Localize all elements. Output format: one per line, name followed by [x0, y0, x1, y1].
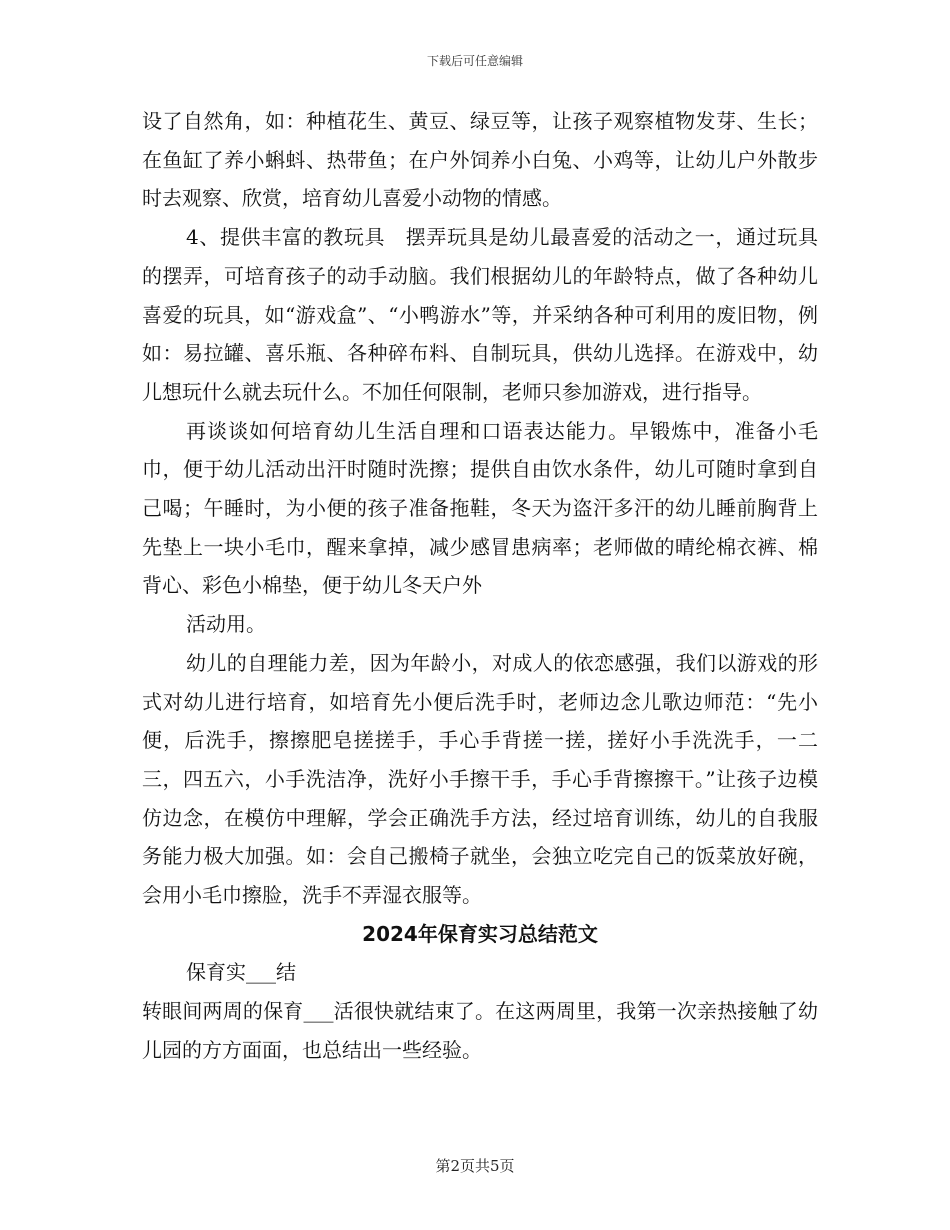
paragraph-intro: 转眼间两周的保育___活很快就结束了。在这两周里，我第一次亲热接触了幼儿园的方方面面，也总结出一些经验。: [142, 999, 818, 1062]
paragraph-self-care: 再谈谈如何培育幼儿生活自理和口语表达能力。早锻炼中，准备小毛巾，便于幼儿活动出汗时随时洗擦；提供自由饮水条件，幼儿可随时拿到自己喝；午睡时，为小便的孩子准备拖鞋，冬天为盗汗多汗的幼儿睡前胸背上先垫上一块小毛巾，醒来拿掉，减少感冒患病率；老师做的晴纶棉衣裤、棉背心、彩色小棉垫，便于幼儿冬天户外: [142, 418, 818, 598]
paragraph-handwashing: 幼儿的自理能力差，因为年龄小，对成人的依恋感强，我们以游戏的形式对幼儿进行培育，如培育先小便后洗手时，老师边念儿歌边师范：“先小便，后洗手，擦擦肥皂搓搓手，手心手背搓一搓，搓好小手洗洗手，一二三，四五六，小手洗洁净，洗好小手擦干手，手心手背擦擦干。”让孩子边模仿边念，在模仿中理解，学会正确洗手方法，经过培育训练，幼儿的自我服务能力极大加强。如：会自己搬椅子就坐，会独立吃完自己的饭菜放好碗，会用小毛巾擦脸，洗手不弄湿衣服等。: [142, 650, 818, 908]
document-body: [142, 102, 818, 1070]
paragraph-natural-corner: 设了自然角，如：种植花生、黄豆、绿豆等，让孩子观察植物发芽、生长；在鱼缸了养小蝌蚪、热带鱼；在户外饲养小白兔、小鸡等，让幼儿户外散步时去观察、欣赏，培育幼儿喜爱小动物的情感。: [142, 109, 818, 211]
page-number: 第2页共5页: [435, 1157, 515, 1175]
paragraph-toys: 4、提供丰富的教玩具 摆弄玩具是幼儿最喜爱的活动之一，通过玩具的摆弄，可培育孩子的动手动脑。我们根据幼儿的年龄特点，做了各种幼儿喜爱的玩具，如“游戏盒”、“小鸭游水”等，并采纳各种可利用的废旧物，例如：易拉罐、喜乐瓶、各种碎布料、自制玩具，供幼儿选择。在游戏中，幼儿想玩什么就去玩什么。不加任何限制，老师只参加游戏，进行指导。: [142, 225, 818, 404]
section-title: 2024年保育实习总结范文: [362, 921, 598, 946]
header-note: 下载后可任意编辑: [426, 54, 523, 68]
paragraph-subtitle: 保育实___结: [186, 960, 296, 985]
paragraph-activity-use: 活动用。: [186, 612, 266, 637]
